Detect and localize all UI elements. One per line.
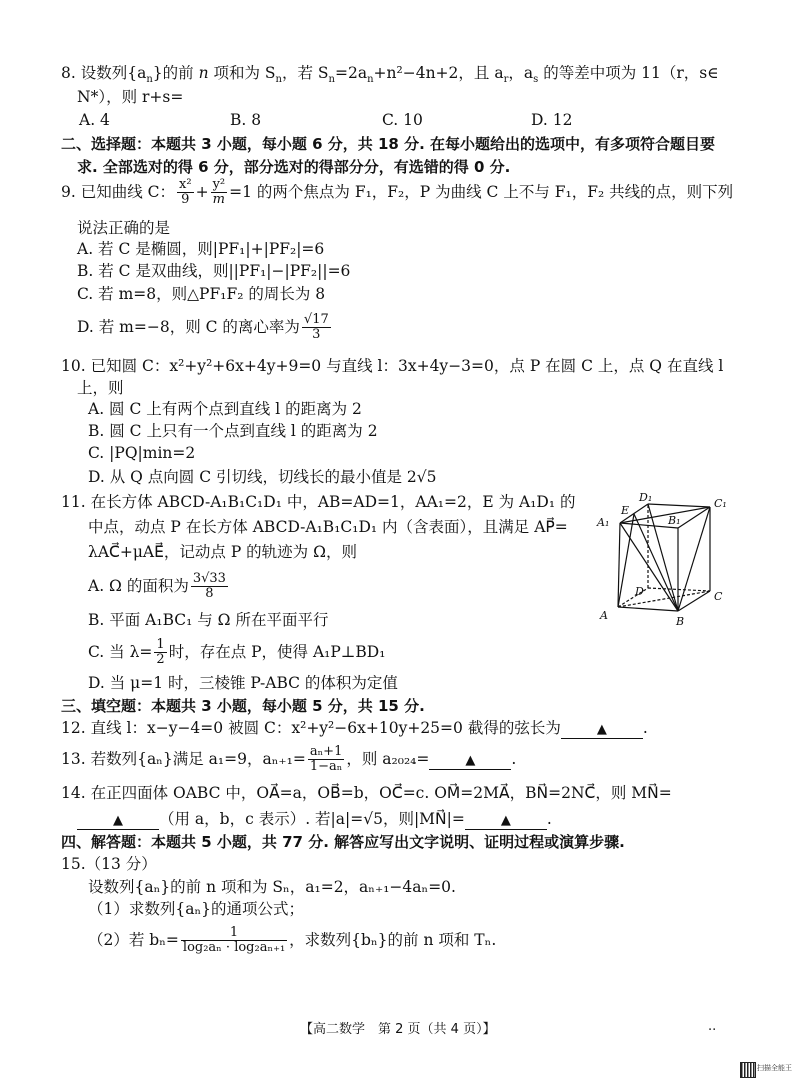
- q9-option-c: C. 若 m=8，则△PF₁F₂ 的周长为 8: [77, 285, 326, 303]
- footer-mark: ..: [708, 1019, 717, 1034]
- cuboid-figure: [594, 490, 734, 630]
- label-a: A: [600, 609, 608, 622]
- q13-answer-blank[interactable]: ▲: [429, 750, 511, 770]
- q8-line1: 8. 设数列$\{a_n\}$的前 n 项和为 $S_n$，若 $S_n=2a_n+n^2-4n+2$，且 $a_r$，$a_s$ 的等差中项为 11（r，s∈: [61, 64, 719, 86]
- q8-line2: N*），则 r+s=: [77, 88, 184, 106]
- section3-heading: 三、填空题：本题共 3 小题，每小题 5 分，共 15 分.: [61, 697, 425, 715]
- q10-option-a: A. 圆 C 上有两个点到直线 l 的距离为 2: [88, 400, 362, 418]
- q14-answer-blank-2[interactable]: ▲: [465, 810, 547, 830]
- qr-code-icon: [740, 1062, 756, 1078]
- q13-stem: 13. 若数列{aₙ}满足 a₁=9，aₙ₊₁= $\frac{\text{aₙ+1}}{\text{1−aₙ}}$ ，则 a₂₀₂₄= ▲ .: [61, 744, 517, 775]
- q9-line2: 说法正确的是: [77, 219, 171, 237]
- q10-line2: 上，则: [77, 379, 124, 397]
- q12-answer-blank[interactable]: ▲: [561, 719, 643, 739]
- q11-option-d: D. 当 μ=1 时，三棱锥 P-ABC 的体积为定值: [88, 674, 398, 692]
- q8-option-d: D. 12: [531, 111, 573, 129]
- section2-heading-line2: 求. 全部选对的得 6 分，部分选对的得部分分，有选错的得 0 分.: [77, 158, 511, 176]
- q11-stem-line1: 11. 在长方体 ABCD-A₁B₁C₁D₁ 中，AB=AD=1，AA₁=2，E 为 A₁D₁ 的: [61, 493, 576, 511]
- label-c: C: [714, 590, 723, 603]
- q14-stem: 14. 在正四面体 OABC 中，OA⃗=a，OB⃗=b，OC⃗=c. OM⃗=2MA⃗，BN⃗=2NC⃗，则 MN⃗=: [61, 784, 672, 802]
- edge-dc: [648, 588, 710, 591]
- q14-answer-blank-1[interactable]: ▲: [77, 810, 159, 830]
- q15-part1: （1）求数列{aₙ}的通项公式；: [88, 900, 305, 918]
- label-b1: B₁: [668, 514, 681, 527]
- q15-head: 15.（13 分）: [61, 855, 157, 873]
- q10-option-b: B. 圆 C 上只有一个点到直线 l 的距离为 2: [88, 422, 378, 440]
- q10-option-c: C. |PQ|min=2: [88, 444, 196, 462]
- q15-part2: （2）若 bₙ= $\frac{1}{\text{log₂aₙ · log₂aₙ₊₁}}$ ，求数列{bₙ}的前 n 项和 Tₙ.: [88, 925, 497, 956]
- q11-stem-line3: λAC⃗+μAE⃗，记动点 P 的轨迹为 Ω，则: [88, 543, 357, 561]
- q11-option-b: B. 平面 A₁BC₁ 与 Ω 所在平面平行: [88, 611, 329, 629]
- q12-stem: 12. 直线 l：x−y−4=0 被圆 C：x²+y²−6x+10y+25=0 截得的弦长为 ▲ .: [61, 719, 648, 739]
- section2-heading: 二、选择题：本题共 3 小题，每小题 6 分，共 18 分. 在每小题给出的选项中，有多项符合题目要: [61, 135, 716, 153]
- q15-stem: 设数列{aₙ}的前 n 项和为 Sₙ，a₁=2，aₙ₊₁−4aₙ=0.: [88, 878, 456, 896]
- page-footer: 【高二数学 第 2 页（共 4 页）】: [300, 1022, 496, 1037]
- label-c1: C₁: [714, 497, 727, 510]
- q8-option-c: C. 10: [382, 111, 423, 129]
- q11-option-c: C. 当 λ= $\frac{1}{2}$ 时，存在点 P，使得 A₁P⊥BD₁: [88, 637, 386, 668]
- label-e: E: [621, 504, 630, 517]
- label-d1: D₁: [639, 491, 653, 504]
- q8-option-a: A. 4: [79, 111, 110, 129]
- scanner-watermark-logo: 扫描全能王: [757, 1064, 792, 1072]
- q10-stem: 10. 已知圆 C：x²+y²+6x+4y+9=0 与直线 l：3x+4y−3=0，点 P 在圆 C 上，点 Q 在直线 l: [61, 357, 724, 375]
- q9-option-d: D. 若 m=−8，则 C 的离心率为 $\frac{√17}{3}$: [77, 312, 329, 343]
- label-d: D: [635, 585, 644, 598]
- label-b: B: [676, 615, 685, 628]
- label-a1: A₁: [597, 516, 610, 529]
- q11-stem-line2: 中点，动点 P 在长方体 ABCD-A₁B₁C₁D₁ 内（含表面），且满足 AP⃗=: [88, 518, 568, 536]
- edge-d1c1: [648, 504, 710, 507]
- q8-option-b: B. 8: [230, 111, 262, 129]
- q14-line2: ▲ （用 a，b，c 表示）. 若|a|=√5，则|MN⃗|= ▲ .: [77, 810, 552, 830]
- q9-option-b: B. 若 C 是双曲线，则||PF₁|−|PF₂||=6: [77, 262, 351, 280]
- q11-option-a: A. Ω 的面积为 $\frac{3√33}{8}$: [88, 571, 226, 602]
- q9-option-a: A. 若 C 是椭圆，则|PF₁|+|PF₂|=6: [77, 240, 325, 258]
- edge-ab: [618, 607, 678, 611]
- section4-heading: 四、解答题：本题共 5 小题，共 77 分. 解答应写出文字说明、证明过程或演算步骤.: [61, 833, 625, 851]
- q9-stem: 9. 已知曲线 C： $\frac{\text{x²}}{9}$ + $\frac{\text{y²}}{m}$ =1 的两个焦点为 F₁，F₂，P 为曲线 C 上不与 F₁，F₂ 共线的点，则下列: [61, 177, 734, 208]
- q10-option-d: D. 从 Q 点向圆 C 引切线，切线长的最小值是 2√5: [88, 468, 437, 486]
